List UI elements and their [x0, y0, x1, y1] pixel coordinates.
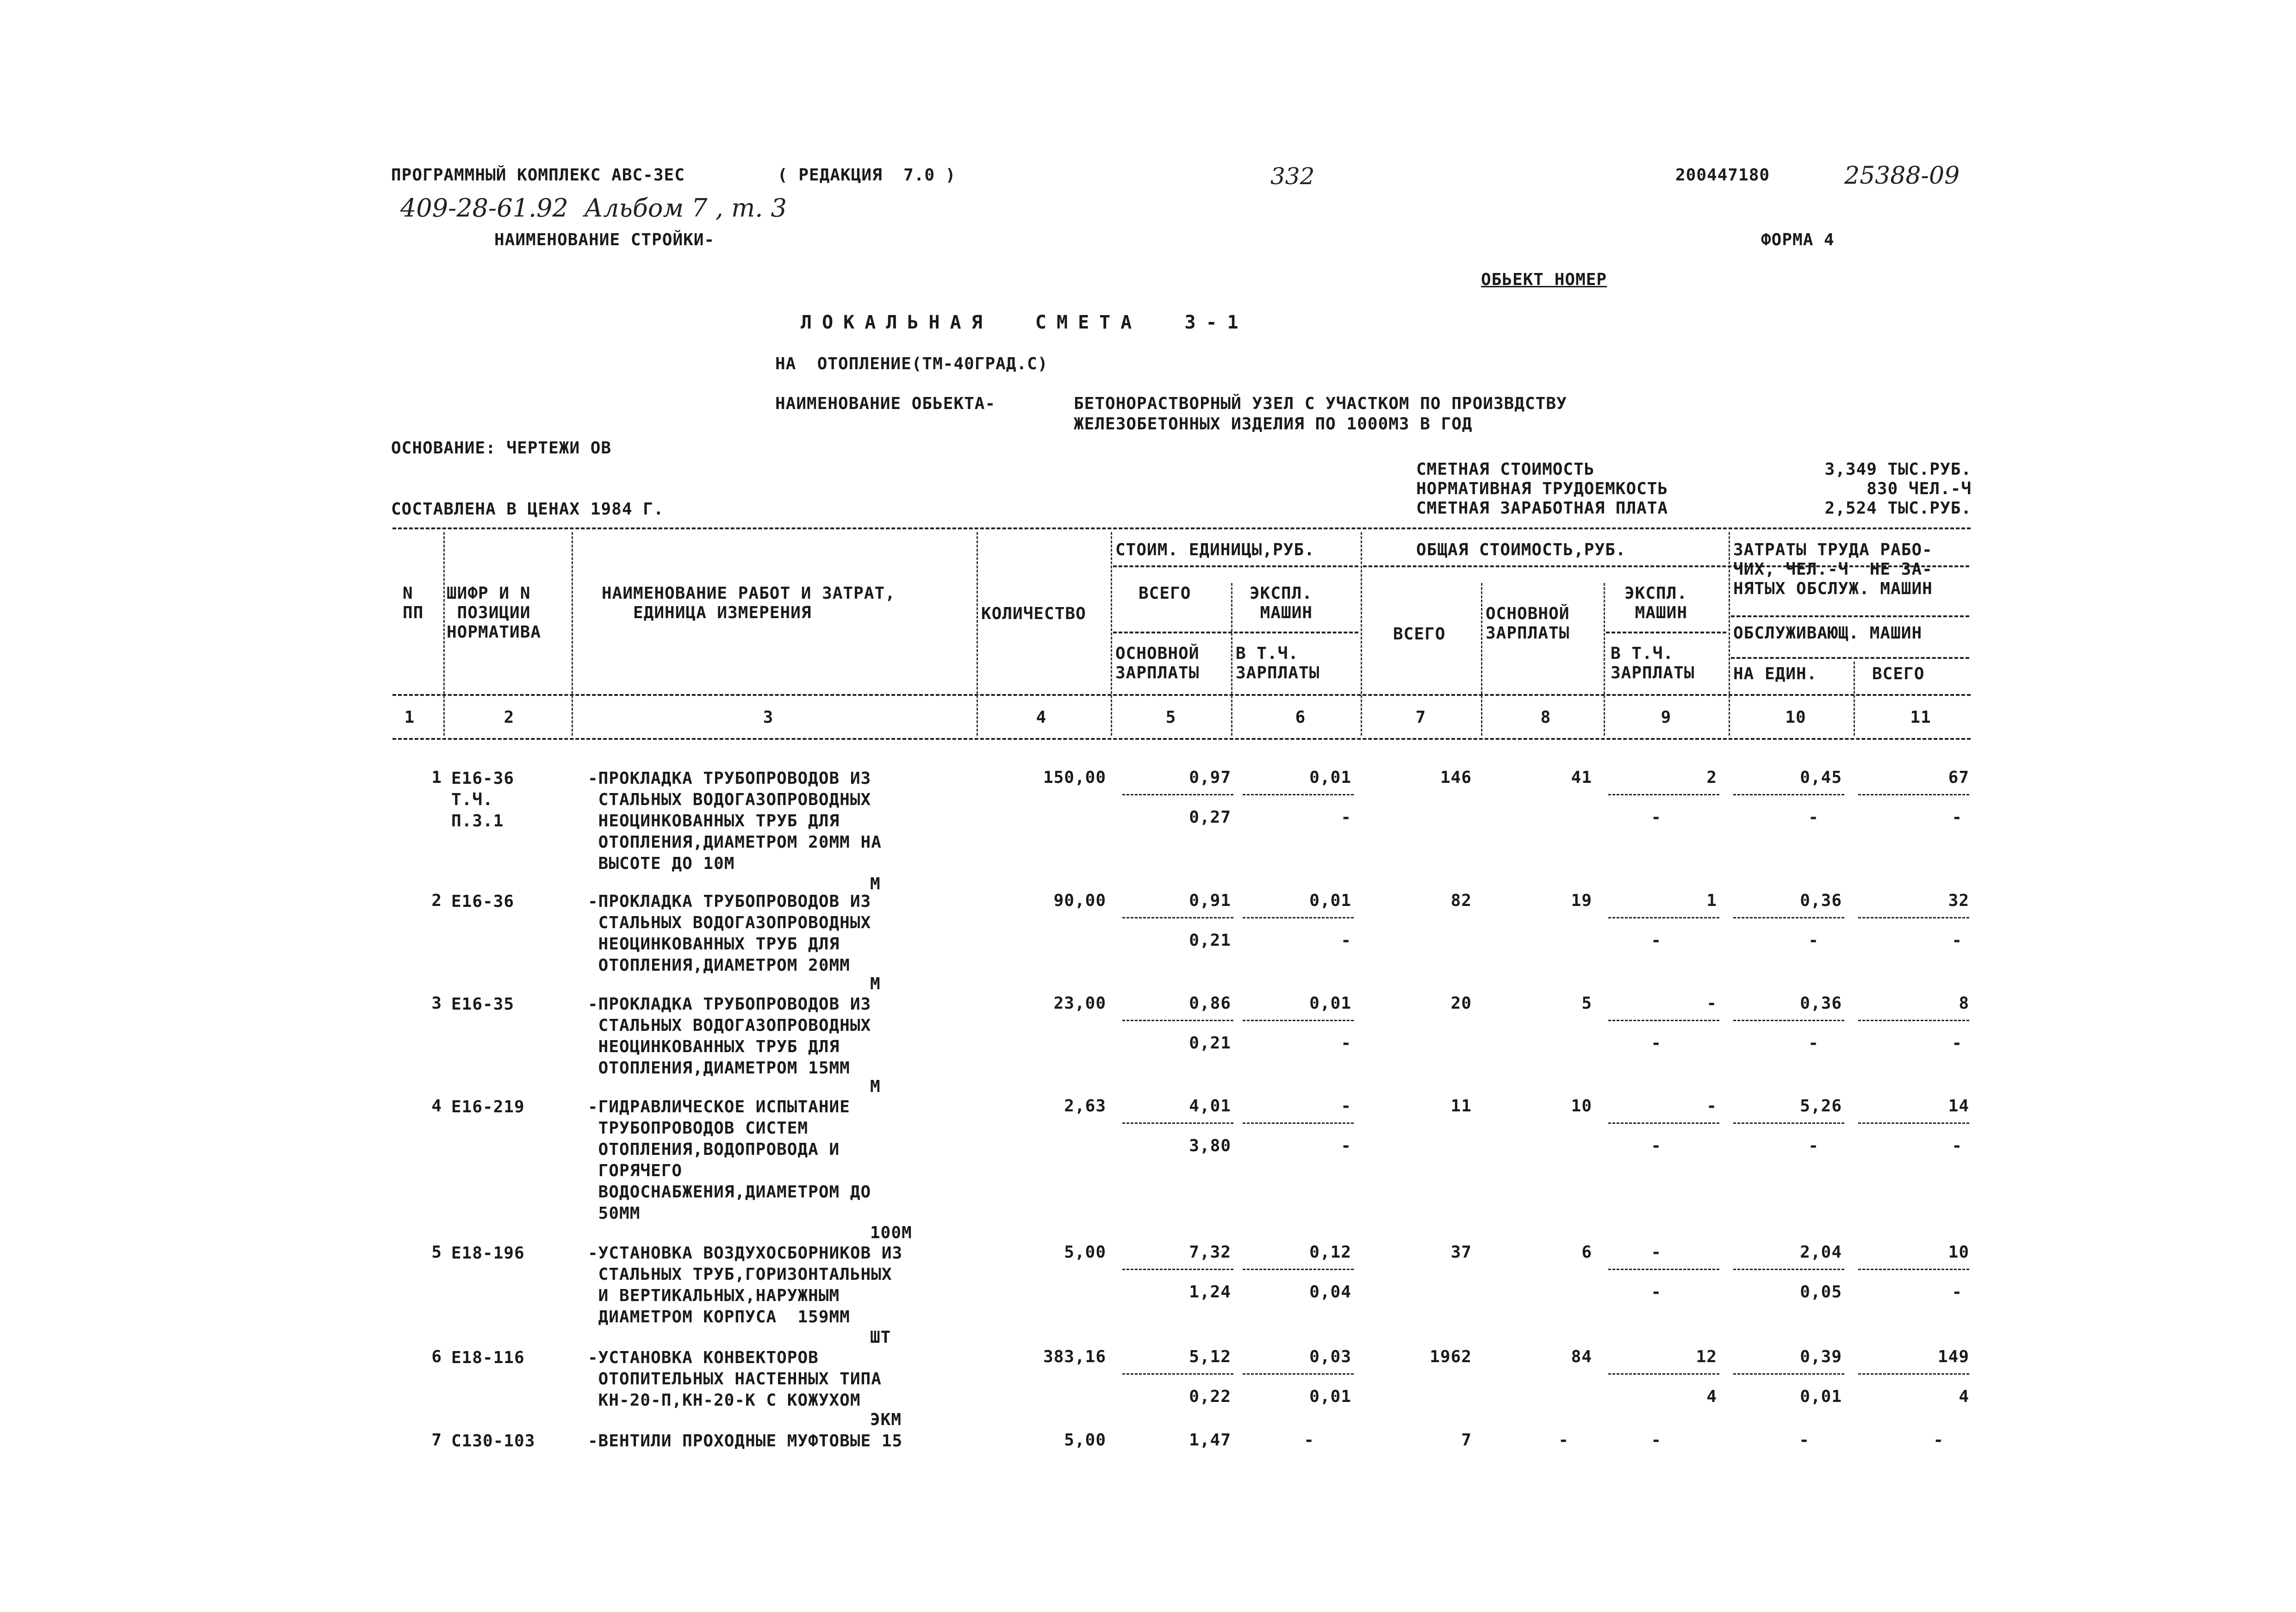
row-unit-total: 0,97	[1189, 768, 1231, 787]
col-header-unit-cost: СТОИМ. ЕДИНИЦЫ,РУБ.	[1115, 540, 1315, 559]
row-total: 20	[1450, 994, 1472, 1013]
col-separator	[1481, 583, 1482, 736]
row-qty: 5,00	[1064, 1431, 1106, 1450]
cell-divider	[1858, 1373, 1969, 1375]
row-total: 37	[1450, 1243, 1472, 1262]
row-code: Е18-196	[451, 1244, 525, 1263]
row-n: 4	[431, 1097, 442, 1116]
col-header-labor-sub: ОБСЛУЖИВАЮЩ. МАШИН	[1733, 624, 1923, 643]
object-name-line2: ЖЕЛЕЗОБЕТОННЫХ ИЗДЕЛИЯ ПО 1000М3 В ГОД	[1074, 415, 1473, 434]
row-machine-salary: -	[1651, 1136, 1661, 1155]
cell-divider	[1608, 1122, 1719, 1124]
cell-divider	[1122, 917, 1233, 918]
row-labor-total: -	[1933, 1431, 1944, 1450]
cell-divider	[1243, 794, 1354, 795]
col-separator	[1111, 532, 1112, 736]
handwritten-code: 25388-09	[1844, 162, 1960, 190]
summary-value-salary: 2,524 ТЫС.РУБ.	[1824, 499, 1972, 518]
row-unit-machine-salary: 0,01	[1309, 1387, 1351, 1406]
row-machines: -	[1706, 994, 1717, 1013]
col-header-labor-total: ВСЕГО	[1872, 664, 1925, 683]
row-labor-per-unit: 0,36	[1800, 994, 1842, 1013]
row-unit-total: 5,12	[1189, 1347, 1231, 1366]
row-labor-per-unit: 0,45	[1800, 768, 1842, 787]
col-header-code: ШИФР И N ПОЗИЦИИ НОРМАТИВА	[447, 584, 541, 642]
row-unit-machine-salary: -	[1341, 1034, 1351, 1053]
header-subrule	[1113, 565, 1358, 567]
cell-divider	[1122, 1122, 1233, 1124]
row-description: -УСТАНОВКА КОНВЕКТОРОВ ОТОПИТЕЛЬНЫХ НАСТЕННЫХ ТИПА КН-20-П,КН-20-К С КОЖУХОМ	[588, 1348, 882, 1410]
header-subrule	[1731, 657, 1969, 659]
cell-divider	[1733, 1269, 1844, 1270]
col-header-salary: ОСНОВНОЙ ЗАРПЛАТЫ	[1486, 604, 1570, 643]
col-header-unit-machines: ЭКСПЛ. МАШИН	[1250, 584, 1313, 622]
row-labor-total-machines: -	[1952, 1136, 1962, 1155]
col-header-total-cost: ОБЩАЯ СТОИМОСТЬ,РУБ.	[1416, 540, 1626, 559]
row-n: 5	[431, 1243, 442, 1262]
form-label: ФОРМА 4	[1761, 230, 1835, 249]
row-machines: 12	[1696, 1347, 1717, 1366]
row-unit-machine-salary: -	[1341, 1136, 1351, 1155]
cell-divider	[1858, 794, 1969, 795]
col-number: 11	[1910, 708, 1931, 727]
row-machines: 2	[1706, 768, 1717, 787]
col-header-unit-salary: ОСНОВНОЙ ЗАРПЛАТЫ	[1115, 644, 1200, 682]
row-code: С130-103	[451, 1432, 535, 1451]
row-machine-salary: -	[1651, 931, 1661, 950]
row-description: -ПРОКЛАДКА ТРУБОПРОВОДОВ ИЗ СТАЛЬНЫХ ВОДОГАЗОПРОВОДНЫХ НЕОЦИНКОВАННЫХ ТРУБ ДЛЯ ОТОПЛЕНИЯ,ДИАМЕТРОМ 20ММ НА ВЫСОТЕ ДО 10М	[588, 769, 882, 873]
row-unit: М	[870, 974, 881, 993]
cell-divider	[1858, 1269, 1969, 1270]
cell-divider	[1733, 1122, 1844, 1124]
row-labor-total-machines: -	[1952, 808, 1962, 827]
row-machine-salary: -	[1651, 1034, 1661, 1053]
col-header-n: N ПП	[403, 584, 424, 622]
object-label: НАИМЕНОВАНИЕ ОБЬЕКТА-	[775, 394, 996, 413]
row-unit-total: 0,91	[1189, 891, 1231, 910]
row-machine-salary: -	[1651, 1283, 1661, 1302]
cell-divider	[1122, 794, 1233, 795]
row-labor-per-unit-machines: -	[1808, 1136, 1819, 1155]
edition: ( РЕДАКЦИЯ 7.0 )	[778, 166, 956, 185]
row-n: 6	[431, 1347, 442, 1366]
row-labor-total-machines: 4	[1959, 1387, 1969, 1406]
row-code: Е16-36 Т.Ч. П.3.1	[451, 769, 515, 831]
summary-label-cost: СМЕТНАЯ СТОИМОСТЬ	[1416, 460, 1595, 479]
cell-divider	[1858, 917, 1969, 918]
row-labor-total-machines: -	[1952, 1034, 1962, 1053]
cell-divider	[1243, 1269, 1354, 1270]
row-description: -УСТАНОВКА ВОЗДУХОСБОРНИКОВ ИЗ СТАЛЬНЫХ ТРУБ,ГОРИЗОНТАЛЬНЫХ И ВЕРТИКАЛЬНЫХ,НАРУЖНЫМ ДИАМЕТРОМ КОРПУСА 159ММ	[588, 1244, 903, 1327]
row-unit-salary: 0,21	[1189, 1034, 1231, 1053]
col-header-total: ВСЕГО	[1393, 625, 1446, 644]
object-number-label: ОБЬЕКТ НОМЕР	[1481, 270, 1607, 289]
row-unit: ЭКМ	[870, 1410, 902, 1429]
row-unit: 100М	[870, 1223, 912, 1242]
row-salary: 41	[1571, 768, 1592, 787]
row-labor-per-unit: 2,04	[1800, 1243, 1842, 1262]
row-unit-salary: 1,24	[1189, 1283, 1231, 1302]
row-unit-machines: 0,12	[1309, 1243, 1351, 1262]
table-header-rule	[392, 694, 1971, 696]
row-code: Е18-116	[451, 1348, 525, 1367]
row-salary: 5	[1581, 994, 1592, 1013]
row-qty: 23,00	[1053, 994, 1106, 1013]
page-number: 332	[1270, 163, 1315, 190]
col-separator	[443, 532, 445, 736]
row-unit-machine-salary: -	[1341, 931, 1351, 950]
col-header-labor: ЗАТРАТЫ ТРУДА РАБО- ЧИХ, ЧЕЛ.-Ч НЕ ЗА- НЯТЫХ ОБСЛУЖ. МАШИН	[1733, 540, 1933, 598]
col-number: 4	[1036, 708, 1047, 727]
row-qty: 90,00	[1053, 891, 1106, 910]
row-labor-total: 67	[1948, 768, 1969, 787]
construction-name-label: НАИМЕНОВАНИЕ СТРОЙКИ-	[494, 230, 715, 249]
row-n: 7	[431, 1431, 442, 1450]
col-number: 9	[1661, 708, 1672, 727]
col-number: 5	[1165, 708, 1176, 727]
row-qty: 5,00	[1064, 1243, 1106, 1262]
price-basis: СОСТАВЛЕНА В ЦЕНАХ 1984 Г.	[391, 500, 664, 519]
cell-divider	[1122, 1020, 1233, 1021]
cell-divider	[1733, 794, 1844, 795]
summary-value-labor: 830 ЧЕЛ.-Ч	[1867, 479, 1972, 498]
col-header-qty: КОЛИЧЕСТВО	[981, 604, 1086, 623]
cell-divider	[1858, 1122, 1969, 1124]
row-labor-total-machines: -	[1952, 931, 1962, 950]
cell-divider	[1608, 1269, 1719, 1270]
row-salary: -	[1558, 1431, 1569, 1450]
col-number: 2	[504, 708, 515, 727]
row-unit-salary: 0,22	[1189, 1387, 1231, 1406]
row-unit-salary: 0,21	[1189, 931, 1231, 950]
row-labor-total: 14	[1948, 1097, 1969, 1116]
row-machines: -	[1651, 1243, 1661, 1262]
header-subrule	[1113, 632, 1358, 633]
cell-divider	[1122, 1269, 1233, 1270]
row-qty: 383,16	[1043, 1347, 1106, 1366]
basis: ОСНОВАНИЕ: ЧЕРТЕЖИ ОВ	[391, 439, 612, 458]
program-name: ПРОГРАММНЫЙ КОМПЛЕКС АВС-3ЕС	[391, 166, 685, 185]
cell-divider	[1608, 794, 1719, 795]
col-separator	[1729, 532, 1730, 736]
row-labor-per-unit-machines: -	[1808, 1034, 1819, 1053]
cell-divider	[1733, 917, 1844, 918]
col-separator	[1854, 662, 1855, 736]
col-number: 7	[1415, 708, 1426, 727]
row-salary: 84	[1571, 1347, 1592, 1366]
row-machines: -	[1651, 1431, 1661, 1450]
row-salary: 10	[1571, 1097, 1592, 1116]
row-unit-machines: -	[1341, 1097, 1351, 1116]
row-labor-total: 32	[1948, 891, 1969, 910]
row-labor-per-unit-machines: -	[1808, 808, 1819, 827]
estimate-subject: НА ОТОПЛЕНИЕ(ТМ-40ГРАД.С)	[775, 354, 1048, 373]
row-total: 146	[1440, 768, 1472, 787]
col-number: 6	[1295, 708, 1306, 727]
row-unit-total: 7,32	[1189, 1243, 1231, 1262]
row-labor-total: 10	[1948, 1243, 1969, 1262]
row-labor-total: 8	[1959, 994, 1969, 1013]
col-separator	[977, 532, 978, 736]
col-separator	[572, 532, 573, 736]
row-n: 3	[431, 994, 442, 1013]
row-total: 7	[1461, 1431, 1472, 1450]
cell-divider	[1608, 917, 1719, 918]
table-top-rule	[392, 527, 1971, 529]
row-code: Е16-219	[451, 1097, 525, 1116]
col-number: 10	[1785, 708, 1806, 727]
row-unit-total: 1,47	[1189, 1431, 1231, 1450]
row-unit-machines: 0,01	[1309, 768, 1351, 787]
summary-label-salary: СМЕТНАЯ ЗАРАБОТНАЯ ПЛАТА	[1416, 499, 1668, 518]
col-header-per-unit: НА ЕДИН.	[1733, 664, 1817, 683]
row-unit-salary: 3,80	[1189, 1136, 1231, 1155]
row-labor-per-unit-machines: -	[1808, 931, 1819, 950]
row-code: Е16-35	[451, 995, 515, 1014]
col-separator	[1361, 532, 1362, 736]
row-unit-total: 0,86	[1189, 994, 1231, 1013]
cell-divider	[1243, 1122, 1354, 1124]
row-labor-per-unit-machines: 0,01	[1800, 1387, 1842, 1406]
row-labor-per-unit: 0,39	[1800, 1347, 1842, 1366]
summary-label-labor: НОРМАТИВНАЯ ТРУДОЕМКОСТЬ	[1416, 479, 1668, 498]
row-unit-machine-salary: 0,04	[1309, 1283, 1351, 1302]
row-qty: 150,00	[1043, 768, 1106, 787]
row-total: 11	[1450, 1097, 1472, 1116]
row-description: -ГИДРАВЛИЧЕСКОЕ ИСПЫТАНИЕ ТРУБОПРОВОДОВ СИСТЕМ ОТОПЛЕНИЯ,ВОДОПРОВОДА И ГОРЯЧЕГО ВОДОСНАБЖЕНИЯ,ДИАМЕТРОМ ДО 50ММ	[588, 1097, 871, 1223]
row-machine-salary: 4	[1706, 1387, 1717, 1406]
row-unit: ШТ	[870, 1328, 891, 1347]
row-labor-total-machines: -	[1952, 1283, 1962, 1302]
row-unit-salary: 0,27	[1189, 808, 1231, 827]
row-n: 1	[431, 768, 442, 787]
row-labor-per-unit: 0,36	[1800, 891, 1842, 910]
row-unit-machines: -	[1304, 1431, 1314, 1450]
row-unit: М	[870, 874, 881, 893]
summary-value-cost: 3,349 ТЫС.РУБ.	[1824, 460, 1972, 479]
cell-divider	[1243, 1373, 1354, 1375]
row-unit-machines: 0,01	[1309, 891, 1351, 910]
row-unit-machines: 0,01	[1309, 994, 1351, 1013]
album-note: 409-28-61.92 Альбом 7 , т. 3	[400, 193, 787, 223]
row-n: 2	[431, 891, 442, 910]
row-machines: 1	[1706, 891, 1717, 910]
row-code: Е16-36	[451, 892, 515, 911]
estimate-title: ЛОКАЛЬНАЯ СМЕТА 3-1	[801, 312, 1249, 333]
col-number: 3	[763, 708, 774, 727]
row-total: 1962	[1430, 1347, 1472, 1366]
cell-divider	[1608, 1373, 1719, 1375]
header-subrule	[1731, 615, 1969, 617]
object-name-line1: БЕТОНОРАСТВОРНЫЙ УЗЕЛ С УЧАСТКОМ ПО ПРОИЗВДСТВУ	[1074, 394, 1567, 413]
row-labor-total: 149	[1937, 1347, 1969, 1366]
row-description: -ПРОКЛАДКА ТРУБОПРОВОДОВ ИЗ СТАЛЬНЫХ ВОДОГАЗОПРОВОДНЫХ НЕОЦИНКОВАННЫХ ТРУБ ДЛЯ ОТОПЛЕНИЯ,ДИАМЕТРОМ 15ММ	[588, 995, 871, 1078]
row-description: -ВЕНТИЛИ ПРОХОДНЫЕ МУФТОВЫЕ 15	[588, 1432, 903, 1451]
col-header-machine-salary: В Т.Ч. ЗАРПЛАТЫ	[1611, 644, 1695, 682]
row-machine-salary: -	[1651, 808, 1661, 827]
row-unit-total: 4,01	[1189, 1097, 1231, 1116]
row-qty: 2,63	[1064, 1097, 1106, 1116]
row-labor-per-unit: -	[1799, 1431, 1810, 1450]
col-separator	[1231, 583, 1232, 736]
row-unit: М	[870, 1077, 881, 1096]
header-subrule	[1606, 632, 1726, 633]
row-labor-per-unit-machines: 0,05	[1800, 1283, 1842, 1302]
col-header-unit-machine-salary: В Т.Ч. ЗАРПЛАТЫ	[1236, 644, 1320, 682]
row-unit-machine-salary: -	[1341, 808, 1351, 827]
cell-divider	[1858, 1020, 1969, 1021]
cell-divider	[1733, 1373, 1844, 1375]
col-header-name: НАИМЕНОВАНИЕ РАБОТ И ЗАТРАТ, ЕДИНИЦА ИЗМЕРЕНИЯ	[602, 584, 896, 622]
col-number: 1	[404, 708, 415, 727]
row-salary: 19	[1571, 891, 1592, 910]
col-header-unit-total: ВСЕГО	[1139, 584, 1191, 603]
doc-code: 200447180	[1675, 166, 1770, 185]
row-machines: -	[1706, 1097, 1717, 1116]
cell-divider	[1243, 1020, 1354, 1021]
cell-divider	[1243, 917, 1354, 918]
row-description: -ПРОКЛАДКА ТРУБОПРОВОДОВ ИЗ СТАЛЬНЫХ ВОДОГАЗОПРОВОДНЫХ НЕОЦИНКОВАННЫХ ТРУБ ДЛЯ ОТОПЛЕНИЯ,ДИАМЕТРОМ 20ММ	[588, 892, 871, 975]
row-labor-per-unit: 5,26	[1800, 1097, 1842, 1116]
row-unit-machines: 0,03	[1309, 1347, 1351, 1366]
table-numbers-rule	[392, 738, 1971, 740]
cell-divider	[1608, 1020, 1719, 1021]
cell-divider	[1733, 1020, 1844, 1021]
row-total: 82	[1450, 891, 1472, 910]
col-header-machines: ЭКСПЛ. МАШИН	[1624, 584, 1688, 622]
col-separator	[1604, 583, 1605, 736]
cell-divider	[1122, 1373, 1233, 1375]
col-number: 8	[1540, 708, 1551, 727]
row-salary: 6	[1581, 1243, 1592, 1262]
